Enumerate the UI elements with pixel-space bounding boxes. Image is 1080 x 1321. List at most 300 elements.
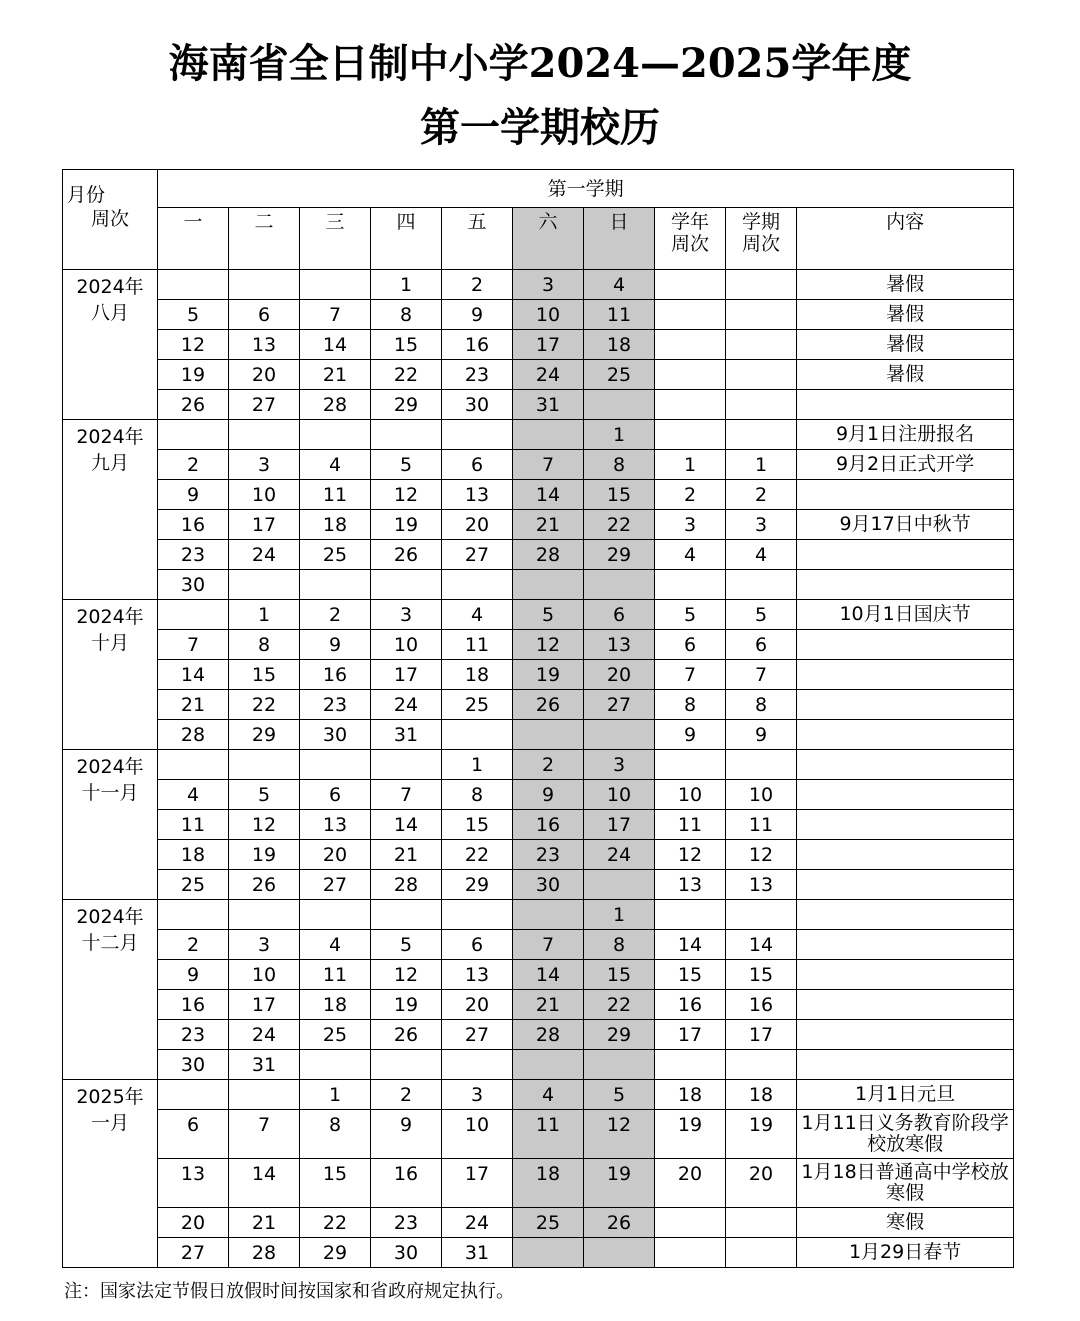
- day-cell-wed: 23: [300, 690, 371, 720]
- week-row: [63, 300, 1014, 330]
- day-cell-sun: 13: [584, 630, 655, 660]
- year-week-cell: [655, 750, 726, 780]
- day-cell-sat: 19: [513, 660, 584, 690]
- day-cell-mon: 9: [158, 960, 229, 990]
- week-row: [63, 660, 1014, 690]
- day-cell-tue: 12: [229, 810, 300, 840]
- day-cell-sat: 2: [513, 750, 584, 780]
- day-cell-tue: 14: [229, 1159, 300, 1208]
- term-week-cell: 14: [726, 930, 797, 960]
- term-week-cell: [726, 570, 797, 600]
- day-cell-mon: 20: [158, 1208, 229, 1238]
- day-cell-sun: [584, 870, 655, 900]
- day-cell-sat: 28: [513, 1020, 584, 1050]
- day-cell-sun: 1: [584, 420, 655, 450]
- day-cell-wed: 25: [300, 1020, 371, 1050]
- year-week-cell: [655, 570, 726, 600]
- day-cell-sat: 3: [513, 270, 584, 300]
- week-row: [63, 330, 1014, 360]
- year-week-cell: [655, 390, 726, 420]
- day-cell-sat: [513, 900, 584, 930]
- week-row: [63, 810, 1014, 840]
- day-cell-thu: 14: [371, 810, 442, 840]
- day-cell-tue: 3: [229, 450, 300, 480]
- day-cell-sat: 16: [513, 810, 584, 840]
- week-row: [63, 780, 1014, 810]
- term-week-cell: [726, 330, 797, 360]
- day-cell-wed: 22: [300, 1208, 371, 1238]
- day-cell-fri: 18: [442, 660, 513, 690]
- day-cell-fri: [442, 570, 513, 600]
- year-week-cell: 2: [655, 480, 726, 510]
- day-cell-fri: 10: [442, 1110, 513, 1159]
- day-cell-thu: 23: [371, 1208, 442, 1238]
- year-week-cell: 3: [655, 510, 726, 540]
- content-cell: 暑假: [797, 360, 1014, 390]
- day-cell-sat: 21: [513, 510, 584, 540]
- year-week-cell: 17: [655, 1020, 726, 1050]
- day-cell-sun: 20: [584, 660, 655, 690]
- day-cell-wed: 30: [300, 720, 371, 750]
- day-cell-mon: 27: [158, 1238, 229, 1268]
- content-cell: [797, 660, 1014, 690]
- day-cell-wed: 21: [300, 360, 371, 390]
- week-row: [63, 720, 1014, 750]
- year-week-cell: [655, 300, 726, 330]
- day-cell-thu: 16: [371, 1159, 442, 1208]
- day-cell-sun: [584, 570, 655, 600]
- term-week-cell: 12: [726, 840, 797, 870]
- content-cell: [797, 930, 1014, 960]
- day-cell-sun: [584, 1238, 655, 1268]
- day-cell-thu: [371, 420, 442, 450]
- day-cell-tue: 10: [229, 960, 300, 990]
- day-cell-mon: 2: [158, 450, 229, 480]
- week-row: [63, 1110, 1014, 1159]
- day-cell-thu: [371, 1050, 442, 1080]
- month-label: 2024年 十二月: [63, 900, 158, 1080]
- day-cell-sat: [513, 1238, 584, 1268]
- day-cell-sun: 6: [584, 600, 655, 630]
- content-cell: 1月11日义务教育阶段学校放寒假: [797, 1110, 1014, 1159]
- day-cell-fri: 3: [442, 1080, 513, 1110]
- day-cell-sun: 10: [584, 780, 655, 810]
- year-week-cell: 19: [655, 1110, 726, 1159]
- day-cell-wed: [300, 570, 371, 600]
- day-cell-sun: 29: [584, 1020, 655, 1050]
- day-cell-mon: 16: [158, 990, 229, 1020]
- content-cell: [797, 1020, 1014, 1050]
- day-cell-tue: 24: [229, 540, 300, 570]
- day-cell-thu: 31: [371, 720, 442, 750]
- day-cell-mon: 16: [158, 510, 229, 540]
- day-cell-mon: 25: [158, 870, 229, 900]
- day-cell-wed: 15: [300, 1159, 371, 1208]
- term-week-cell: 18: [726, 1080, 797, 1110]
- content-cell: 暑假: [797, 300, 1014, 330]
- day-cell-tue: 5: [229, 780, 300, 810]
- week-row: [63, 390, 1014, 420]
- day-cell-tue: 7: [229, 1110, 300, 1159]
- day-cell-sun: 1: [584, 900, 655, 930]
- month-label: 2024年 九月: [63, 420, 158, 600]
- week-row: [63, 1159, 1014, 1208]
- day-cell-wed: [300, 750, 371, 780]
- week-row: [63, 510, 1014, 540]
- day-cell-mon: 26: [158, 390, 229, 420]
- day-cell-mon: 13: [158, 1159, 229, 1208]
- day-cell-sun: [584, 720, 655, 750]
- week-row: [63, 450, 1014, 480]
- day-cell-mon: 28: [158, 720, 229, 750]
- day-cell-tue: 29: [229, 720, 300, 750]
- content-cell: 9月2日正式开学: [797, 450, 1014, 480]
- day-cell-wed: 2: [300, 600, 371, 630]
- day-cell-wed: [300, 900, 371, 930]
- day-cell-mon: 14: [158, 660, 229, 690]
- term-week-cell: [726, 1208, 797, 1238]
- term-week-header: [726, 208, 797, 270]
- week-row: [63, 1208, 1014, 1238]
- day-cell-sat: [513, 570, 584, 600]
- content-cell: 9月1日注册报名: [797, 420, 1014, 450]
- term-week-cell: 11: [726, 810, 797, 840]
- day-cell-tue: [229, 1080, 300, 1110]
- day-cell-wed: [300, 270, 371, 300]
- day-cell-fri: 9: [442, 300, 513, 330]
- term-week-cell: 5: [726, 600, 797, 630]
- day-cell-thu: 15: [371, 330, 442, 360]
- day-cell-sun: 15: [584, 960, 655, 990]
- day-cell-mon: 19: [158, 360, 229, 390]
- title-line-2: 第一学期校历: [420, 104, 660, 151]
- content-cell: [797, 900, 1014, 930]
- year-week-cell: 14: [655, 930, 726, 960]
- week-row: [63, 1020, 1014, 1050]
- year-week-cell: [655, 1208, 726, 1238]
- content-cell: 10月1日国庆节: [797, 600, 1014, 630]
- term-week-cell: [726, 750, 797, 780]
- day-cell-sat: [513, 420, 584, 450]
- day-cell-mon: [158, 900, 229, 930]
- day-cell-sat: 14: [513, 960, 584, 990]
- day-cell-fri: 8: [442, 780, 513, 810]
- year-week-cell: [655, 900, 726, 930]
- day-header-sat: 六: [513, 208, 584, 270]
- day-cell-sun: [584, 1050, 655, 1080]
- term-week-cell: [726, 1238, 797, 1268]
- day-cell-thu: [371, 570, 442, 600]
- day-cell-wed: 27: [300, 870, 371, 900]
- day-cell-sat: 5: [513, 600, 584, 630]
- day-cell-sun: 24: [584, 840, 655, 870]
- corner-header-cell: [63, 170, 158, 270]
- day-cell-sat: 28: [513, 540, 584, 570]
- term-week-cell: [726, 270, 797, 300]
- day-cell-tue: 26: [229, 870, 300, 900]
- day-header-mon: 一: [158, 208, 229, 270]
- day-cell-fri: [442, 720, 513, 750]
- year-week-cell: 11: [655, 810, 726, 840]
- year-week-cell: 13: [655, 870, 726, 900]
- term-week-cell: 4: [726, 540, 797, 570]
- day-cell-thu: 10: [371, 630, 442, 660]
- year-week-cell: [655, 1238, 726, 1268]
- day-cell-fri: 16: [442, 330, 513, 360]
- day-cell-tue: 6: [229, 300, 300, 330]
- content-header: 内容: [797, 208, 1014, 270]
- month-label: 2024年 八月: [63, 270, 158, 420]
- year-week-cell: [655, 360, 726, 390]
- day-cell-thu: 2: [371, 1080, 442, 1110]
- day-cell-fri: 29: [442, 870, 513, 900]
- day-cell-sat: 25: [513, 1208, 584, 1238]
- term-week-cell: [726, 1050, 797, 1080]
- year-week-header-text: 学年 周次: [670, 211, 709, 255]
- content-cell: 1月18日普通高中学校放寒假: [797, 1159, 1014, 1208]
- day-cell-mon: 7: [158, 630, 229, 660]
- day-cell-mon: 30: [158, 570, 229, 600]
- day-cell-fri: 17: [442, 1159, 513, 1208]
- year-week-cell: [655, 420, 726, 450]
- month-label: 2024年 十一月: [63, 750, 158, 900]
- day-cell-fri: 13: [442, 480, 513, 510]
- year-week-cell: 16: [655, 990, 726, 1020]
- day-cell-fri: 13: [442, 960, 513, 990]
- term-week-cell: 6: [726, 630, 797, 660]
- day-cell-tue: 19: [229, 840, 300, 870]
- day-cell-mon: 23: [158, 540, 229, 570]
- day-cell-sat: 12: [513, 630, 584, 660]
- day-cell-thu: [371, 750, 442, 780]
- semester-header-row: [63, 170, 1014, 208]
- day-cell-tue: 1: [229, 600, 300, 630]
- day-cell-fri: [442, 1050, 513, 1080]
- week-row: [63, 690, 1014, 720]
- day-cell-wed: 29: [300, 1238, 371, 1268]
- day-cell-wed: 4: [300, 930, 371, 960]
- day-cell-thu: 9: [371, 1110, 442, 1159]
- day-cell-tue: 21: [229, 1208, 300, 1238]
- day-cell-thu: [371, 900, 442, 930]
- day-cell-thu: 28: [371, 870, 442, 900]
- content-cell: [797, 720, 1014, 750]
- day-cell-tue: 17: [229, 990, 300, 1020]
- year-week-cell: [655, 1050, 726, 1080]
- content-cell: [797, 810, 1014, 840]
- content-cell: [797, 870, 1014, 900]
- day-cell-sun: 22: [584, 510, 655, 540]
- day-cell-sat: 4: [513, 1080, 584, 1110]
- day-cell-thu: 3: [371, 600, 442, 630]
- term-week-cell: 7: [726, 660, 797, 690]
- day-cell-mon: 23: [158, 1020, 229, 1050]
- day-cell-thu: 7: [371, 780, 442, 810]
- year-week-cell: [655, 330, 726, 360]
- term-week-cell: 1: [726, 450, 797, 480]
- week-row: [63, 930, 1014, 960]
- day-cell-wed: 4: [300, 450, 371, 480]
- term-week-cell: 20: [726, 1159, 797, 1208]
- year-week-cell: 5: [655, 600, 726, 630]
- term-week-cell: 2: [726, 480, 797, 510]
- week-row: [63, 270, 1014, 300]
- day-cell-wed: 11: [300, 960, 371, 990]
- day-cell-wed: 9: [300, 630, 371, 660]
- day-cell-thu: 5: [371, 930, 442, 960]
- day-cell-mon: [158, 1080, 229, 1110]
- day-cell-sun: 4: [584, 270, 655, 300]
- day-cell-thu: 19: [371, 510, 442, 540]
- day-cell-tue: [229, 420, 300, 450]
- content-cell: [797, 780, 1014, 810]
- day-header-thu: 四: [371, 208, 442, 270]
- content-cell: [797, 540, 1014, 570]
- day-header-sun: 日: [584, 208, 655, 270]
- term-week-cell: 17: [726, 1020, 797, 1050]
- day-cell-sat: 11: [513, 1110, 584, 1159]
- week-row: [63, 870, 1014, 900]
- day-cell-mon: 2: [158, 930, 229, 960]
- year-week-cell: 1: [655, 450, 726, 480]
- week-row: [63, 420, 1014, 450]
- day-cell-tue: 20: [229, 360, 300, 390]
- day-cell-wed: 25: [300, 540, 371, 570]
- day-cell-fri: 24: [442, 1208, 513, 1238]
- day-header-fri: 五: [442, 208, 513, 270]
- day-cell-fri: 25: [442, 690, 513, 720]
- day-cell-sun: 17: [584, 810, 655, 840]
- term-week-cell: [726, 420, 797, 450]
- day-cell-sun: 18: [584, 330, 655, 360]
- day-cell-tue: 8: [229, 630, 300, 660]
- content-cell: [797, 960, 1014, 990]
- day-cell-sat: 31: [513, 390, 584, 420]
- term-week-cell: 13: [726, 870, 797, 900]
- term-week-cell: 10: [726, 780, 797, 810]
- day-cell-thu: 12: [371, 960, 442, 990]
- year-week-cell: 10: [655, 780, 726, 810]
- day-cell-thu: 26: [371, 540, 442, 570]
- day-cell-wed: 13: [300, 810, 371, 840]
- day-cell-mon: 12: [158, 330, 229, 360]
- content-cell: [797, 750, 1014, 780]
- year-week-header: [655, 208, 726, 270]
- day-cell-tue: 31: [229, 1050, 300, 1080]
- content-cell: [797, 480, 1014, 510]
- day-cell-fri: [442, 900, 513, 930]
- day-cell-sat: 30: [513, 870, 584, 900]
- footnote: 注：国家法定节假日放假时间按国家和省政府规定执行。: [64, 1281, 514, 1302]
- content-cell: 1月29日春节: [797, 1238, 1014, 1268]
- day-cell-tue: 3: [229, 930, 300, 960]
- day-cell-thu: 17: [371, 660, 442, 690]
- content-cell: [797, 990, 1014, 1020]
- day-cell-thu: 12: [371, 480, 442, 510]
- day-cell-tue: 15: [229, 660, 300, 690]
- day-cell-sun: 27: [584, 690, 655, 720]
- day-cell-wed: 18: [300, 510, 371, 540]
- year-week-cell: 7: [655, 660, 726, 690]
- week-row: [63, 840, 1014, 870]
- day-cell-thu: 29: [371, 390, 442, 420]
- term-week-cell: 15: [726, 960, 797, 990]
- day-cell-sun: [584, 390, 655, 420]
- month-label: 2024年 十月: [63, 600, 158, 750]
- term-week-cell: 3: [726, 510, 797, 540]
- day-cell-fri: 22: [442, 840, 513, 870]
- year-week-cell: 4: [655, 540, 726, 570]
- day-cell-fri: 6: [442, 930, 513, 960]
- day-cell-wed: 11: [300, 480, 371, 510]
- column-header-row: [63, 208, 1014, 270]
- day-cell-sun: 8: [584, 930, 655, 960]
- day-cell-thu: 21: [371, 840, 442, 870]
- day-cell-sat: 14: [513, 480, 584, 510]
- day-cell-fri: 11: [442, 630, 513, 660]
- day-cell-thu: 26: [371, 1020, 442, 1050]
- day-cell-mon: 9: [158, 480, 229, 510]
- day-cell-mon: [158, 270, 229, 300]
- day-header-tue: 二: [229, 208, 300, 270]
- year-week-cell: [655, 270, 726, 300]
- day-cell-thu: 5: [371, 450, 442, 480]
- year-week-cell: 15: [655, 960, 726, 990]
- term-week-cell: 9: [726, 720, 797, 750]
- day-cell-tue: 24: [229, 1020, 300, 1050]
- day-cell-thu: 19: [371, 990, 442, 1020]
- day-cell-sat: 18: [513, 1159, 584, 1208]
- content-cell: 暑假: [797, 270, 1014, 300]
- day-cell-wed: 7: [300, 300, 371, 330]
- week-row: [63, 1050, 1014, 1080]
- day-cell-tue: 27: [229, 390, 300, 420]
- day-header-wed: 三: [300, 208, 371, 270]
- day-cell-fri: 30: [442, 390, 513, 420]
- day-cell-mon: 18: [158, 840, 229, 870]
- day-cell-sat: 21: [513, 990, 584, 1020]
- content-cell: 暑假: [797, 330, 1014, 360]
- content-cell: [797, 840, 1014, 870]
- day-cell-wed: [300, 1050, 371, 1080]
- content-cell: [797, 630, 1014, 660]
- day-cell-fri: [442, 420, 513, 450]
- day-cell-wed: 8: [300, 1110, 371, 1159]
- day-cell-wed: 14: [300, 330, 371, 360]
- day-cell-sun: 22: [584, 990, 655, 1020]
- day-cell-sun: 25: [584, 360, 655, 390]
- day-cell-sun: 11: [584, 300, 655, 330]
- day-cell-mon: 4: [158, 780, 229, 810]
- week-row: [63, 990, 1014, 1020]
- week-row: [63, 900, 1014, 930]
- day-cell-thu: 22: [371, 360, 442, 390]
- day-cell-tue: [229, 570, 300, 600]
- day-cell-mon: 11: [158, 810, 229, 840]
- week-row: [63, 540, 1014, 570]
- month-label: 2025年 一月: [63, 1080, 158, 1268]
- week-row: [63, 570, 1014, 600]
- day-cell-fri: 1: [442, 750, 513, 780]
- week-row: [63, 360, 1014, 390]
- term-week-header-text: 学期 周次: [741, 211, 780, 255]
- week-row: [63, 630, 1014, 660]
- day-cell-sun: 8: [584, 450, 655, 480]
- day-cell-sun: 19: [584, 1159, 655, 1208]
- day-cell-thu: 24: [371, 690, 442, 720]
- day-cell-tue: 22: [229, 690, 300, 720]
- day-cell-tue: 28: [229, 1238, 300, 1268]
